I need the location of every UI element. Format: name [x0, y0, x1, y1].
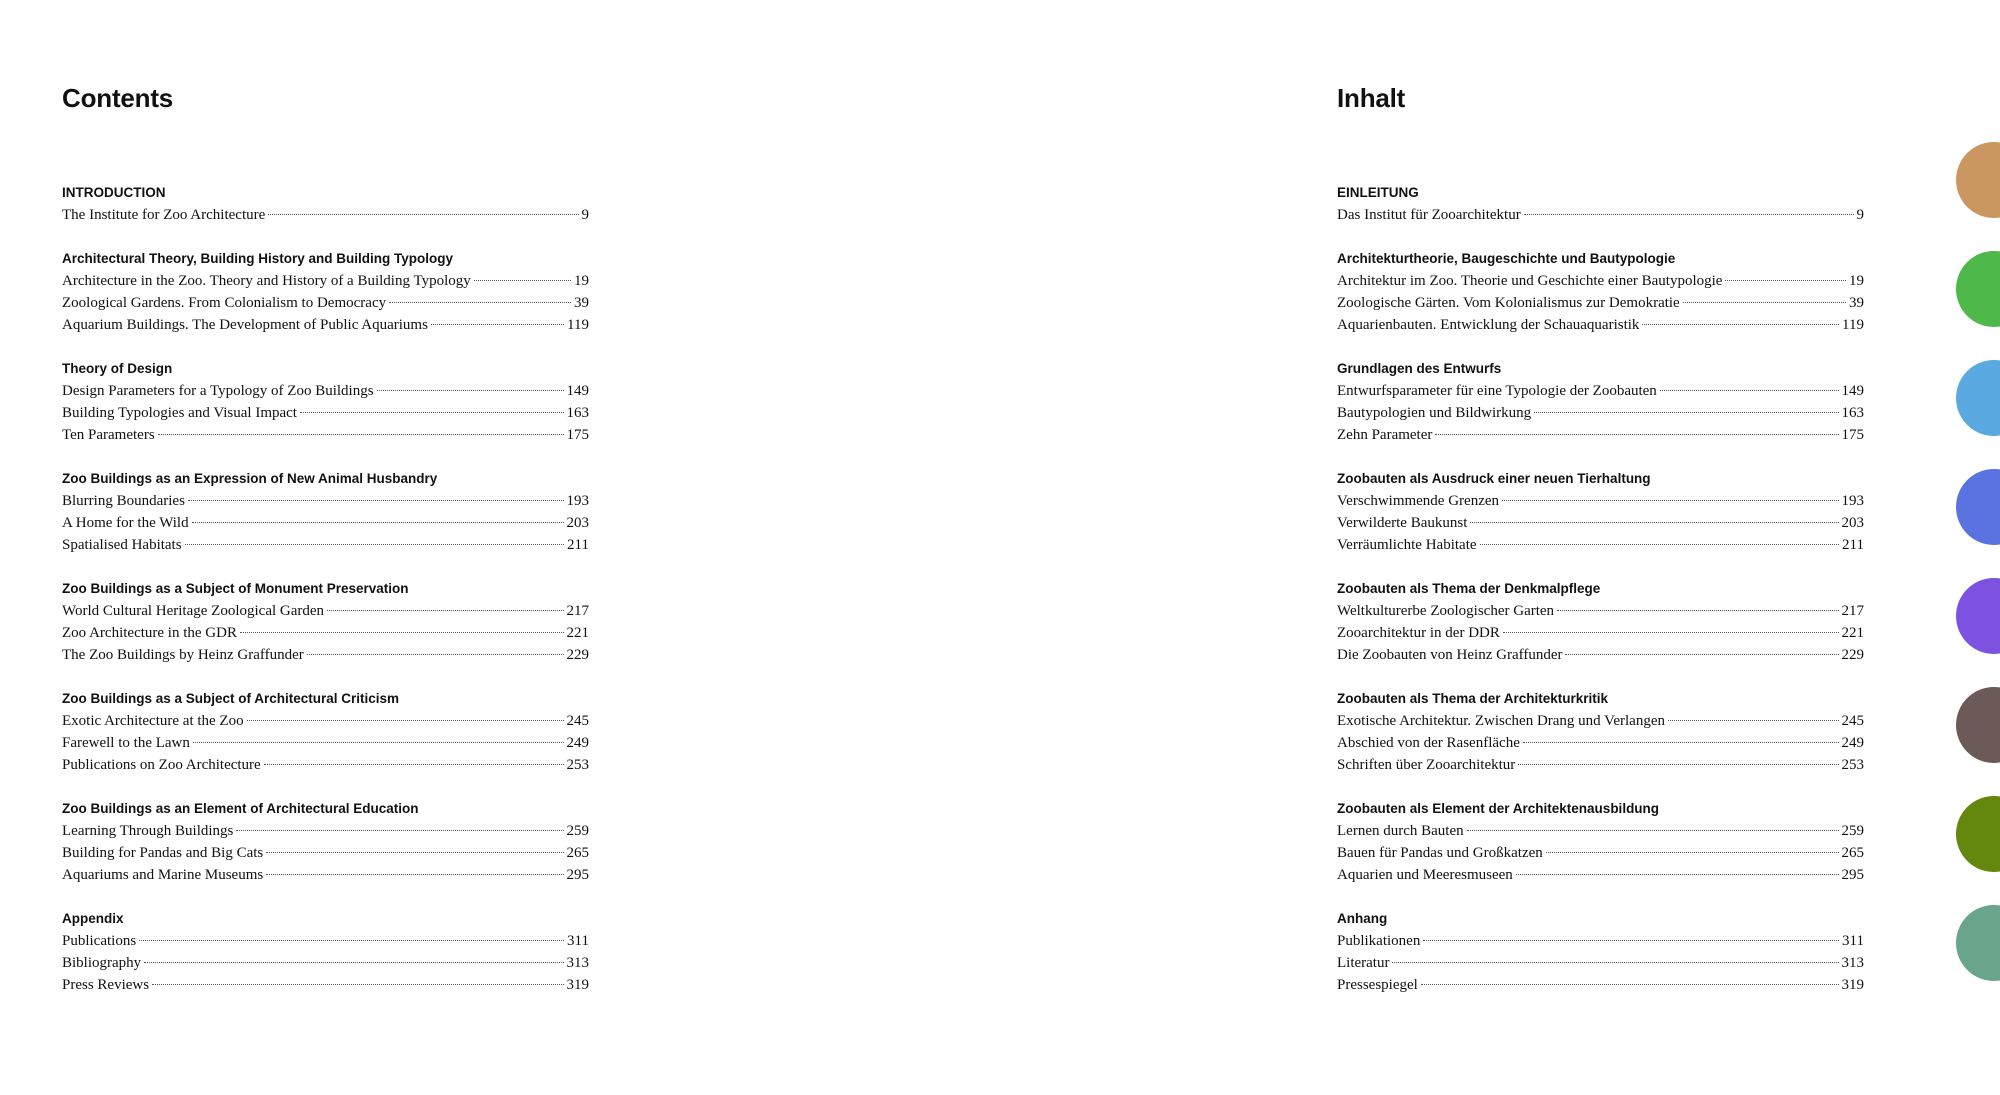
entry-title: Zooarchitektur in der DDR: [1337, 625, 1500, 641]
entry-title: Die Zoobauten von Heinz Graffunder: [1337, 647, 1563, 663]
page-number: 221: [566, 625, 589, 641]
entry-title: Weltkulturerbe Zoologischer Garten: [1337, 603, 1555, 619]
toc-section: [1337, 248, 1864, 336]
entry-title: Bibliography: [62, 955, 142, 971]
toc-entry[interactable]: [62, 512, 589, 534]
toc-entry[interactable]: [1337, 490, 1864, 512]
toc-entry[interactable]: [1337, 512, 1864, 534]
color-tab-mark: [1956, 360, 2000, 436]
toc-section: [62, 908, 589, 996]
toc-entry[interactable]: [1337, 842, 1864, 864]
toc-entry[interactable]: [62, 424, 589, 446]
entry-title: Learning Through Buildings: [62, 823, 234, 839]
entry-title: Zoological Gardens. From Colonialism to Democracy: [62, 295, 387, 311]
entry-title: Abschied von der Rasenfläche: [1337, 735, 1520, 751]
table-of-contents: [1337, 182, 1864, 1018]
toc-entry[interactable]: [62, 930, 589, 952]
page-number: 19: [574, 273, 589, 289]
toc-entry[interactable]: [62, 534, 589, 556]
dot-leader: [1503, 632, 1839, 633]
toc-section: [1337, 468, 1864, 556]
page-number: 265: [566, 845, 589, 861]
dot-leader: [1467, 830, 1839, 831]
toc-entry[interactable]: [62, 314, 589, 336]
toc-entry[interactable]: [1337, 402, 1864, 424]
dot-leader: [152, 984, 563, 985]
page-number: 9: [581, 207, 589, 223]
toc-entry[interactable]: [1337, 710, 1864, 732]
dot-leader: [327, 610, 563, 611]
dot-leader: [158, 434, 564, 435]
color-tab-mark: [1956, 796, 2000, 872]
toc-section: [1337, 578, 1864, 666]
page-number: 203: [566, 515, 589, 531]
entry-title: Zoo Architecture in the GDR: [62, 625, 237, 641]
entry-title: Building Typologies and Visual Impact: [62, 405, 297, 421]
dot-leader: [307, 654, 564, 655]
page-number: 119: [567, 317, 589, 333]
page-number: 259: [1841, 823, 1864, 839]
dot-leader: [1435, 434, 1838, 435]
dot-leader: [1642, 324, 1839, 325]
page-number: 245: [1841, 713, 1864, 729]
toc-section: [62, 358, 589, 446]
page-title: Contents: [62, 83, 174, 113]
dot-leader: [1392, 962, 1838, 963]
dot-leader: [1516, 874, 1839, 875]
dot-leader: [1534, 412, 1838, 413]
section-heading: Zoo Buildings as a Subject of Architectural Criticism: [62, 691, 400, 706]
dot-leader: [139, 940, 564, 941]
dot-leader: [266, 874, 563, 875]
dot-leader: [389, 302, 571, 303]
color-tab-mark: [1956, 578, 2000, 654]
section-heading: Zoo Buildings as an Element of Architectural Education: [62, 801, 419, 816]
entry-title: Publications on Zoo Architecture: [62, 757, 261, 773]
color-tab-mark: [1956, 469, 2000, 545]
entry-title: Verräumlichte Habitate: [1337, 537, 1477, 553]
page-number: 163: [566, 405, 589, 421]
page-number: 221: [1841, 625, 1864, 641]
entry-title: The Institute for Zoo Architecture: [62, 207, 266, 223]
toc-entry[interactable]: [1337, 424, 1864, 446]
toc-entry[interactable]: [1337, 204, 1864, 226]
color-tab-mark: [1956, 142, 2000, 218]
page-number: 313: [1841, 955, 1864, 971]
section-heading: Zoobauten als Thema der Denkmalpflege: [1337, 581, 1601, 596]
section-heading: Zoobauten als Ausdruck einer neuen Tierhaltung: [1337, 471, 1651, 486]
toc-entry[interactable]: [1337, 292, 1864, 314]
page-number: 249: [566, 735, 589, 751]
page-number: 229: [566, 647, 589, 663]
dot-leader: [236, 830, 563, 831]
page-number: 217: [1841, 603, 1864, 619]
page-number: 193: [1841, 493, 1864, 509]
toc-entry[interactable]: [62, 820, 589, 842]
entry-title: Architektur im Zoo. Theorie und Geschichte einer Bautypologie: [1337, 273, 1723, 289]
entry-title: Publications: [62, 933, 137, 949]
page-number: 211: [567, 537, 589, 553]
dot-leader: [266, 852, 563, 853]
toc-entry[interactable]: [1337, 600, 1864, 622]
dot-leader: [1565, 654, 1838, 655]
dot-leader: [474, 280, 571, 281]
section-heading: Anhang: [1337, 911, 1388, 926]
color-tab-mark: [1956, 687, 2000, 763]
dot-leader: [1668, 720, 1839, 721]
entry-title: Exotic Architecture at the Zoo: [62, 713, 244, 729]
toc-entry[interactable]: [62, 732, 589, 754]
entry-title: The Zoo Buildings by Heinz Graffunder: [62, 647, 304, 663]
toc-entry[interactable]: [1337, 952, 1864, 974]
toc-entry[interactable]: [62, 842, 589, 864]
section-heading: Zoo Buildings as an Expression of New Animal Husbandry: [62, 471, 438, 486]
page-number: 245: [566, 713, 589, 729]
section-heading: Grundlagen des Entwurfs: [1337, 361, 1502, 376]
page-number: 249: [1841, 735, 1864, 751]
entry-title: Bautypologien und Bildwirkung: [1337, 405, 1532, 421]
toc-section: [62, 182, 589, 226]
toc-entry[interactable]: [1337, 380, 1864, 402]
page-number: 253: [1841, 757, 1864, 773]
toc-entry[interactable]: [62, 292, 589, 314]
page-number: 229: [1841, 647, 1864, 663]
dot-leader: [1524, 214, 1854, 215]
dot-leader: [193, 742, 564, 743]
toc-entry[interactable]: [1337, 864, 1864, 886]
toc-section: [1337, 798, 1864, 886]
dot-leader: [264, 764, 564, 765]
dot-leader: [1470, 522, 1838, 523]
entry-title: Blurring Boundaries: [62, 493, 185, 509]
toc-entry[interactable]: [1337, 754, 1864, 776]
dot-leader: [1546, 852, 1839, 853]
page-number: 319: [1841, 977, 1864, 993]
page-number: 217: [566, 603, 589, 619]
dot-leader: [377, 390, 564, 391]
entry-title: Publikationen: [1337, 933, 1421, 949]
page-number: 295: [566, 867, 589, 883]
page-number: 9: [1856, 207, 1864, 223]
page-number: 175: [566, 427, 589, 443]
entry-title: Das Institut für Zooarchitektur: [1337, 207, 1521, 223]
dot-leader: [1523, 742, 1839, 743]
entry-title: Verschwimmende Grenzen: [1337, 493, 1500, 509]
dot-leader: [240, 632, 564, 633]
dot-leader: [268, 214, 578, 215]
entry-title: Schriften über Zooarchitektur: [1337, 757, 1516, 773]
dot-leader: [431, 324, 564, 325]
page-number: 39: [1849, 295, 1864, 311]
section-color-tabs: [1956, 0, 2000, 1095]
dot-leader: [300, 412, 564, 413]
toc-entry[interactable]: [1337, 534, 1864, 556]
table-of-contents: [62, 182, 589, 1018]
toc-section: [62, 688, 589, 776]
section-heading: Zoo Buildings as a Subject of Monument Preservation: [62, 581, 409, 596]
dot-leader: [1502, 500, 1838, 501]
toc-entry[interactable]: [1337, 820, 1864, 842]
page-number: 175: [1841, 427, 1864, 443]
page-number: 311: [567, 933, 589, 949]
entry-title: Zoologische Gärten. Vom Kolonialismus zur Demokratie: [1337, 295, 1680, 311]
section-heading: Appendix: [62, 911, 124, 926]
toc-entry[interactable]: [1337, 622, 1864, 644]
toc-entry[interactable]: [62, 270, 589, 292]
toc-entry[interactable]: [62, 644, 589, 666]
toc-entry[interactable]: [62, 754, 589, 776]
entry-title: Press Reviews: [62, 977, 150, 993]
toc-section: [1337, 358, 1864, 446]
entry-title: Ten Parameters: [62, 427, 155, 443]
section-heading: EINLEITUNG: [1337, 185, 1419, 200]
dot-leader: [185, 544, 564, 545]
page-number: 265: [1841, 845, 1864, 861]
entry-title: Aquarien und Meeresmuseen: [1337, 867, 1513, 883]
dot-leader: [192, 522, 564, 523]
toc-entry[interactable]: [62, 864, 589, 886]
dot-leader: [188, 500, 564, 501]
entry-title: Pressespiegel: [1337, 977, 1418, 993]
color-tab-mark: [1956, 251, 2000, 327]
entry-title: Entwurfsparameter für eine Typologie der Zoobauten: [1337, 383, 1657, 399]
toc-entry[interactable]: [1337, 314, 1864, 336]
entry-title: Lernen durch Bauten: [1337, 823, 1464, 839]
page-number: 211: [1842, 537, 1864, 553]
toc-entry[interactable]: [62, 490, 589, 512]
dot-leader: [1557, 610, 1838, 611]
entry-title: Aquarienbauten. Entwicklung der Schauaquaristik: [1337, 317, 1640, 333]
page-number: 259: [566, 823, 589, 839]
entry-title: Verwilderte Baukunst: [1337, 515, 1468, 531]
entry-title: Zehn Parameter: [1337, 427, 1433, 443]
page-number: 193: [566, 493, 589, 509]
toc-section: [62, 468, 589, 556]
entry-title: Architecture in the Zoo. Theory and History of a Building Typology: [62, 273, 471, 289]
toc-section: [62, 248, 589, 336]
dot-leader: [1683, 302, 1846, 303]
page-number: 19: [1849, 273, 1864, 289]
toc-entry[interactable]: [1337, 732, 1864, 754]
toc-entry[interactable]: [1337, 270, 1864, 292]
color-tab-mark: [1956, 905, 2000, 981]
toc-entry[interactable]: [62, 710, 589, 732]
toc-entry[interactable]: [62, 402, 589, 424]
entry-title: World Cultural Heritage Zoological Garden: [62, 603, 325, 619]
dot-leader: [1725, 280, 1846, 281]
page-number: 163: [1841, 405, 1864, 421]
toc-entry[interactable]: [1337, 974, 1864, 996]
toc-section: [1337, 182, 1864, 226]
entry-title: Design Parameters for a Typology of Zoo Buildings: [62, 383, 374, 399]
dot-leader: [1480, 544, 1840, 545]
section-heading: Theory of Design: [62, 361, 173, 376]
toc-entry[interactable]: [1337, 930, 1864, 952]
entry-title: Exotische Architektur. Zwischen Drang und Verlangen: [1337, 713, 1665, 729]
entry-title: A Home for the Wild: [62, 515, 189, 531]
entry-title: Aquariums and Marine Museums: [62, 867, 264, 883]
page-number: 119: [1842, 317, 1864, 333]
entry-title: Aquarium Buildings. The Development of Public Aquariums: [62, 317, 428, 333]
toc-section: [1337, 908, 1864, 996]
toc-entry[interactable]: [62, 380, 589, 402]
page-number: 149: [566, 383, 589, 399]
section-heading: INTRODUCTION: [62, 185, 166, 200]
page-title: Inhalt: [1337, 83, 1406, 113]
section-heading: Zoobauten als Thema der Architekturkritik: [1337, 691, 1609, 706]
page-number: 203: [1841, 515, 1864, 531]
section-heading: Architectural Theory, Building History and Building Typology: [62, 251, 454, 266]
dot-leader: [1660, 390, 1839, 391]
page-number: 295: [1841, 867, 1864, 883]
entry-title: Building for Pandas and Big Cats: [62, 845, 264, 861]
toc-entry[interactable]: [62, 974, 589, 996]
page-number: 319: [566, 977, 589, 993]
toc-entry[interactable]: [1337, 644, 1864, 666]
toc-section: [62, 798, 589, 886]
entry-title: Literatur: [1337, 955, 1390, 971]
section-heading: Zoobauten als Element der Architektenausbildung: [1337, 801, 1660, 816]
page-number: 313: [566, 955, 589, 971]
page-number: 39: [574, 295, 589, 311]
toc-entry[interactable]: [62, 952, 589, 974]
entry-title: Spatialised Habitats: [62, 537, 182, 553]
toc-entry[interactable]: [62, 600, 589, 622]
toc-section: [62, 578, 589, 666]
toc-section: [1337, 688, 1864, 776]
page-number: 311: [1842, 933, 1864, 949]
toc-entry[interactable]: [62, 622, 589, 644]
entry-title: Farewell to the Lawn: [62, 735, 190, 751]
dot-leader: [1423, 940, 1839, 941]
dot-leader: [144, 962, 563, 963]
dot-leader: [247, 720, 564, 721]
section-heading: Architekturtheorie, Baugeschichte und Bautypologie: [1337, 251, 1676, 266]
dot-leader: [1421, 984, 1839, 985]
toc-entry[interactable]: [62, 204, 589, 226]
entry-title: Bauen für Pandas und Großkatzen: [1337, 845, 1543, 861]
dot-leader: [1518, 764, 1838, 765]
page-number: 149: [1841, 383, 1864, 399]
page-number: 253: [566, 757, 589, 773]
